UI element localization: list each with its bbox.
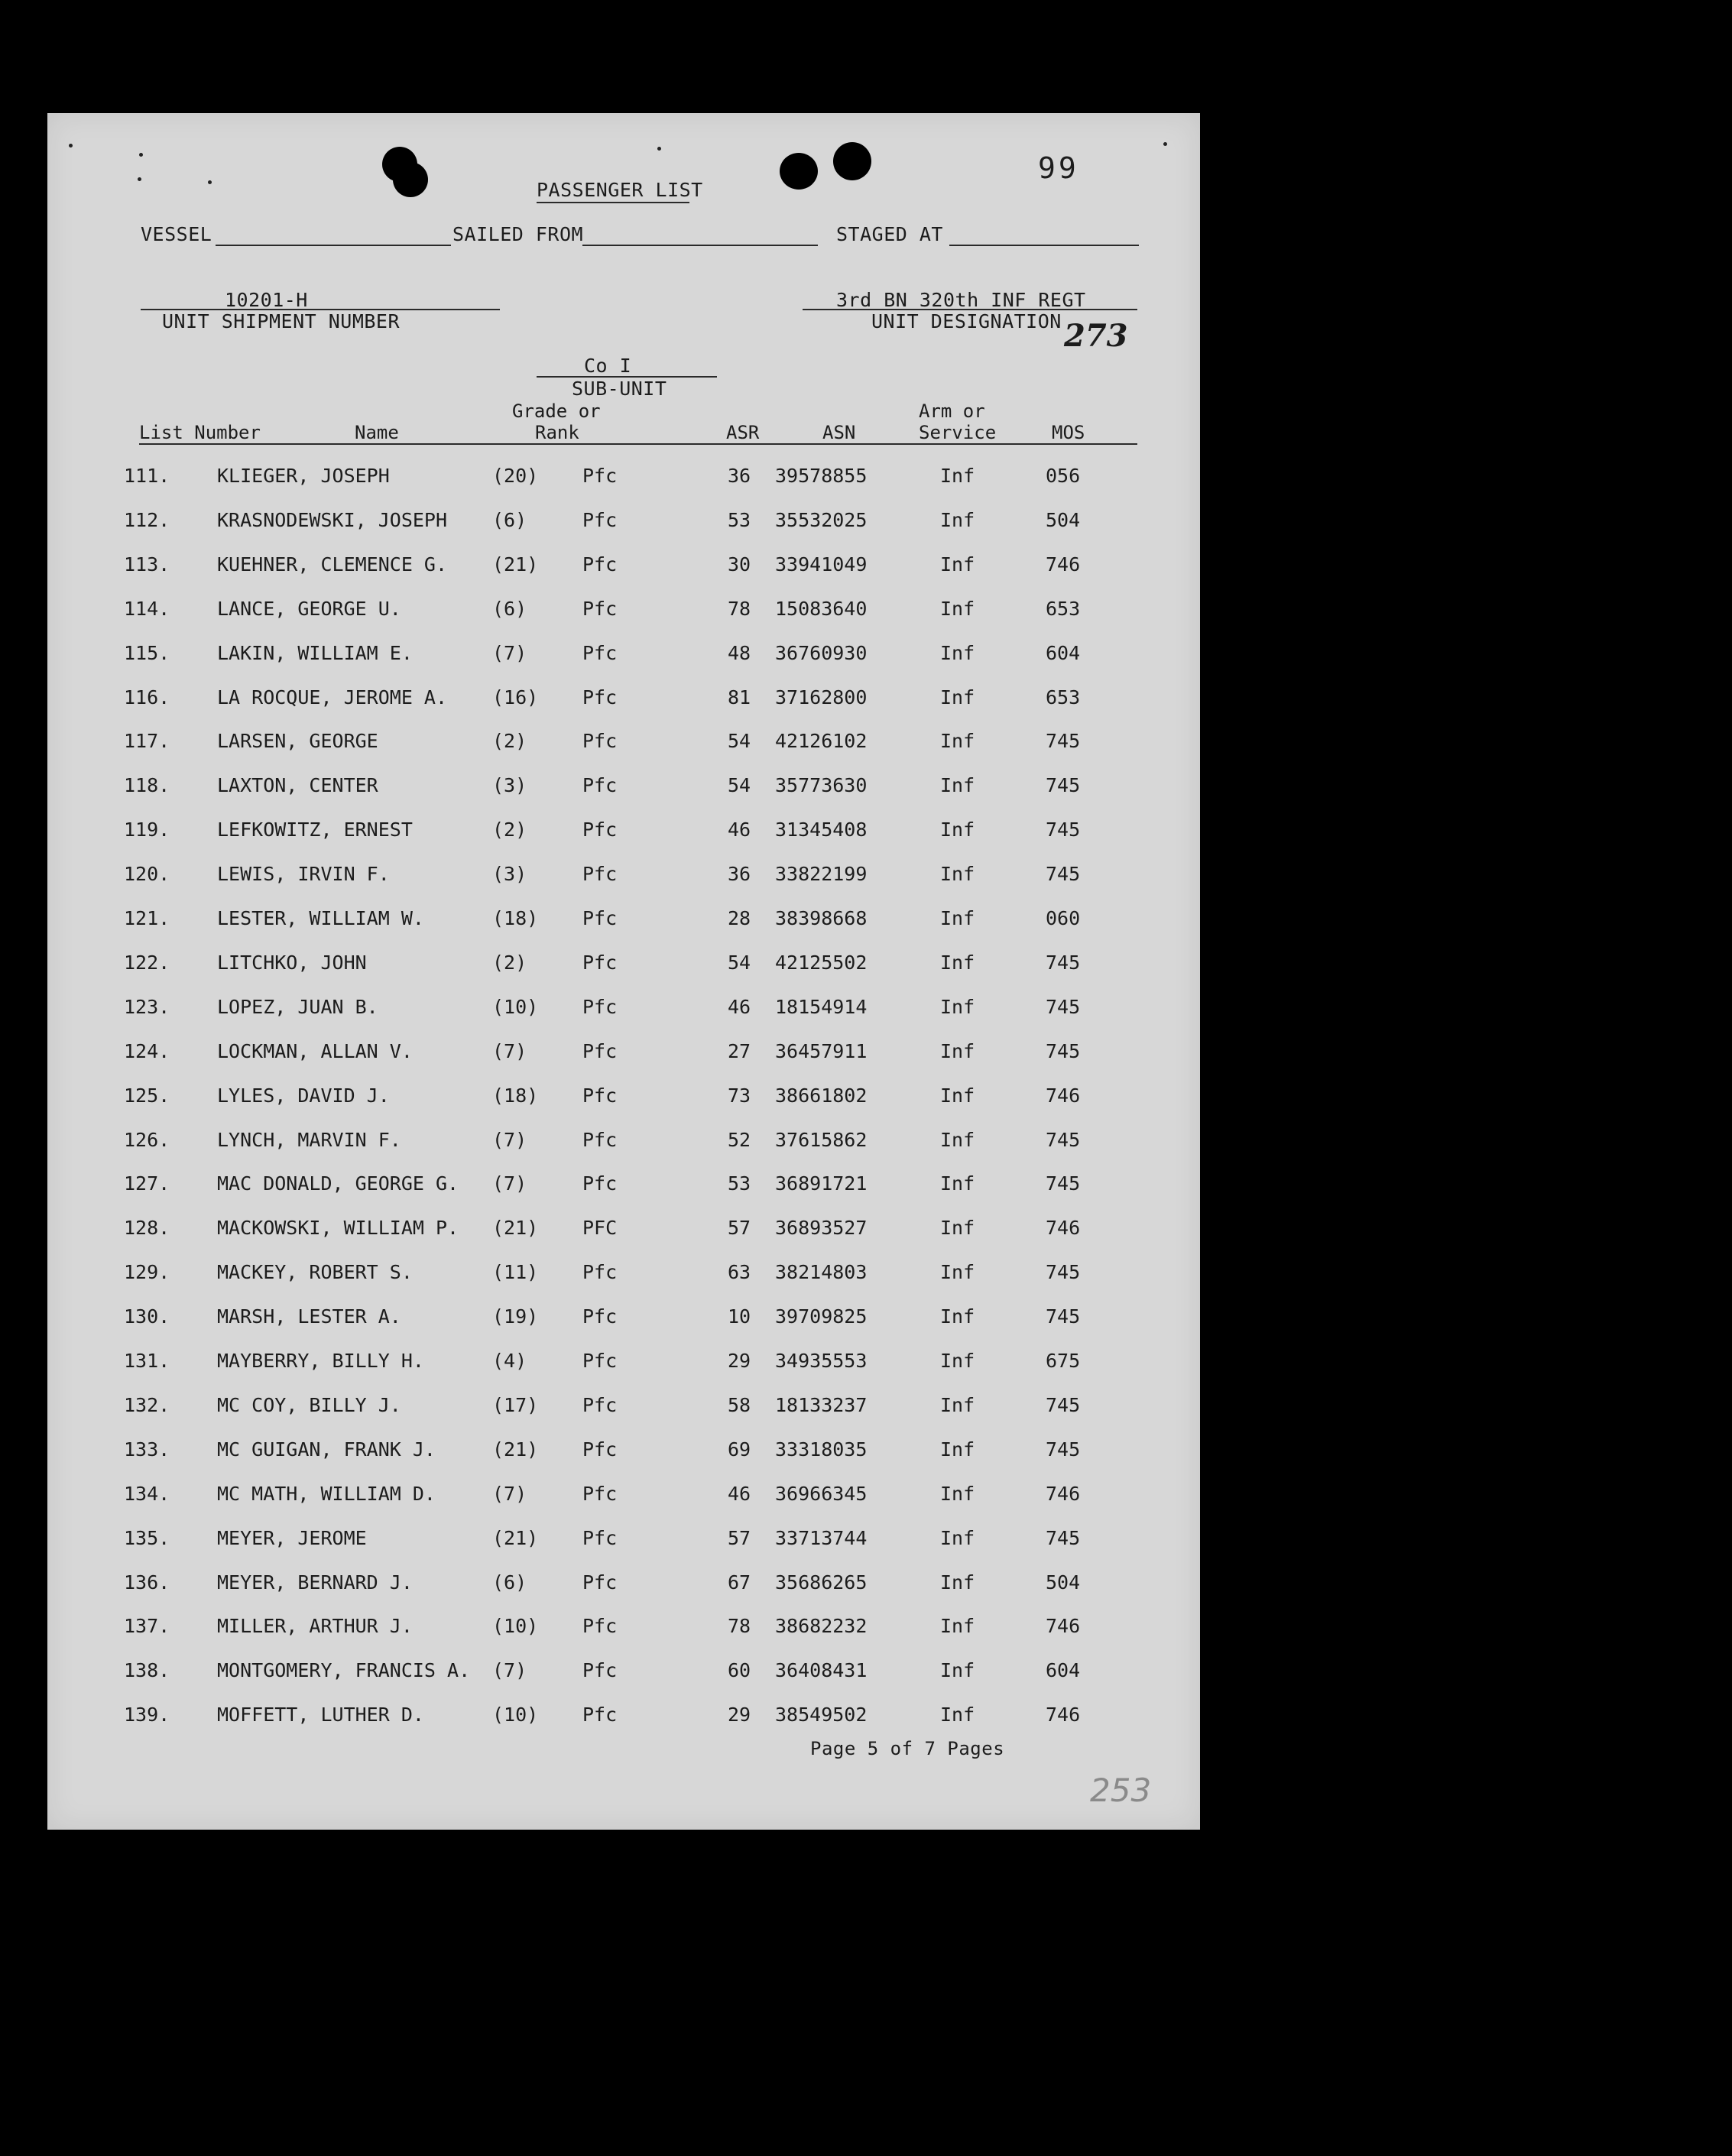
rank: PFC (582, 1217, 618, 1240)
list-number: 136. (124, 1571, 170, 1593)
asr: 73 (728, 1084, 751, 1107)
rank: Pfc (582, 1704, 618, 1726)
asr: 36 (728, 863, 751, 886)
rank: Pfc (582, 995, 618, 1018)
passenger-name: MAC DONALD, GEORGE G. (217, 1172, 459, 1195)
asr: 36 (728, 465, 751, 487)
sailed-from-blank (582, 245, 818, 246)
mos: 745 (1046, 1438, 1081, 1461)
table-row (47, 1217, 1200, 1247)
passenger-name: MOFFETT, LUTHER D. (217, 1704, 424, 1726)
list-number: 120. (124, 863, 170, 886)
sailed-from-label: SAILED FROM (452, 223, 584, 245)
rank: Pfc (582, 1261, 618, 1284)
passenger-name: MAYBERRY, BILLY H. (217, 1350, 424, 1372)
list-number: 137. (124, 1615, 170, 1638)
passenger-name: MEYER, BERNARD J. (217, 1571, 413, 1593)
header-grade-top: Grade or (512, 400, 601, 422)
rank: Pfc (582, 1128, 618, 1151)
speck (139, 153, 143, 157)
arm-or-service: Inf (940, 951, 975, 974)
asn: 15083640 (775, 597, 868, 620)
asr: 81 (728, 686, 751, 708)
header-arm-top: Arm or (919, 400, 985, 422)
asn: 37615862 (775, 1128, 868, 1151)
list-number: 130. (124, 1305, 170, 1328)
asr: 78 (728, 1615, 751, 1638)
mos: 604 (1046, 1659, 1081, 1682)
passenger-name: MACKOWSKI, WILLIAM P. (217, 1217, 459, 1240)
asr: 46 (728, 1482, 751, 1505)
asn: 36760930 (775, 641, 868, 664)
arm-or-service: Inf (940, 1084, 975, 1107)
mos: 745 (1046, 1526, 1081, 1549)
vessel-blank (216, 245, 451, 246)
asn: 33713744 (775, 1526, 868, 1549)
arm-or-service: Inf (940, 686, 975, 708)
table-row (47, 1172, 1200, 1203)
asr: 10 (728, 1305, 751, 1328)
list-number: 115. (124, 641, 170, 664)
asn: 38661802 (775, 1084, 868, 1107)
passenger-name: LEFKOWITZ, ERNEST (217, 819, 413, 841)
table-row (47, 1483, 1200, 1513)
list-number: 129. (124, 1261, 170, 1284)
grade: (21) (492, 553, 539, 575)
asn: 33318035 (775, 1438, 868, 1461)
list-number: 131. (124, 1350, 170, 1372)
asn: 38549502 (775, 1704, 868, 1726)
passenger-name: LOPEZ, JUAN B. (217, 995, 378, 1018)
passenger-name: MARSH, LESTER A. (217, 1305, 401, 1328)
title-underline (537, 202, 689, 203)
mos: 745 (1046, 863, 1081, 886)
passenger-name: LYLES, DAVID J. (217, 1084, 390, 1107)
mos: 746 (1046, 553, 1081, 575)
asr: 30 (728, 553, 751, 575)
table-row (47, 730, 1200, 760)
table-row (47, 1084, 1200, 1115)
table-row (47, 996, 1200, 1026)
mos: 675 (1046, 1350, 1081, 1372)
grade: (21) (492, 1438, 539, 1461)
rank: Pfc (582, 553, 618, 575)
grade: (16) (492, 686, 539, 708)
sub-unit: Co I (584, 355, 632, 377)
grade: (6) (492, 597, 527, 620)
asn: 35686265 (775, 1571, 868, 1593)
table-row (47, 1615, 1200, 1645)
unit-designation-label: UNIT DESIGNATION (871, 310, 1062, 332)
passenger-name: MEYER, JEROME (217, 1526, 367, 1549)
rank: Pfc (582, 597, 618, 620)
asr: 63 (728, 1261, 751, 1284)
asr: 57 (728, 1526, 751, 1549)
list-number: 125. (124, 1084, 170, 1107)
table-row (47, 1659, 1200, 1690)
grade: (10) (492, 1615, 539, 1638)
arm-or-service: Inf (940, 1039, 975, 1062)
list-number: 128. (124, 1217, 170, 1240)
asr: 29 (728, 1350, 751, 1372)
asn: 35773630 (775, 774, 868, 797)
table-row (47, 1040, 1200, 1071)
table-row (47, 1350, 1200, 1380)
mos: 056 (1046, 465, 1081, 487)
list-number: 139. (124, 1704, 170, 1726)
list-number: 133. (124, 1438, 170, 1461)
mos: 504 (1046, 1571, 1081, 1593)
grade: (7) (492, 1039, 527, 1062)
rank: Pfc (582, 907, 618, 929)
passenger-name: MC GUIGAN, FRANK J. (217, 1438, 436, 1461)
list-number: 138. (124, 1659, 170, 1682)
passenger-name: MILLER, ARTHUR J. (217, 1615, 413, 1638)
rank: Pfc (582, 1084, 618, 1107)
table-row (47, 509, 1200, 540)
mos: 745 (1046, 1305, 1081, 1328)
rank: Pfc (582, 1438, 618, 1461)
asr: 69 (728, 1438, 751, 1461)
arm-or-service: Inf (940, 1526, 975, 1549)
grade: (10) (492, 995, 539, 1018)
list-number: 118. (124, 774, 170, 797)
passenger-name: MC COY, BILLY J. (217, 1393, 401, 1416)
unit-shipment-number: 10201-H (225, 289, 308, 311)
arm-or-service: Inf (940, 995, 975, 1018)
mos: 746 (1046, 1084, 1081, 1107)
speck (69, 144, 73, 148)
mos: 653 (1046, 686, 1081, 708)
arm-or-service: Inf (940, 1659, 975, 1682)
rank: Pfc (582, 508, 618, 531)
passenger-name: LAXTON, CENTER (217, 774, 378, 797)
list-number: 126. (124, 1128, 170, 1151)
grade: (21) (492, 1217, 539, 1240)
rank: Pfc (582, 641, 618, 664)
asr: 48 (728, 641, 751, 664)
asr: 29 (728, 1704, 751, 1726)
passenger-name: LITCHKO, JOHN (217, 951, 367, 974)
punch-hole-left-2 (393, 162, 428, 197)
grade: (6) (492, 1571, 527, 1593)
grade: (19) (492, 1305, 539, 1328)
passenger-name: LOCKMAN, ALLAN V. (217, 1039, 413, 1062)
asn: 33822199 (775, 863, 868, 886)
speck (657, 147, 661, 151)
list-number: 113. (124, 553, 170, 575)
asn: 42126102 (775, 730, 868, 753)
asr: 58 (728, 1393, 751, 1416)
asn: 36891721 (775, 1172, 868, 1195)
passenger-name: LARSEN, GEORGE (217, 730, 378, 753)
table-row (47, 863, 1200, 893)
mos: 745 (1046, 1393, 1081, 1416)
mos: 745 (1046, 730, 1081, 753)
grade: (3) (492, 863, 527, 886)
arm-or-service: Inf (940, 730, 975, 753)
asn: 39709825 (775, 1305, 868, 1328)
grade: (4) (492, 1350, 527, 1372)
speck (1163, 142, 1167, 146)
unit-shipment-number-label: UNIT SHIPMENT NUMBER (162, 310, 401, 332)
list-number: 124. (124, 1039, 170, 1062)
table-row (47, 598, 1200, 628)
pencil-page-number: 253 (1090, 1772, 1152, 1809)
rank: Pfc (582, 863, 618, 886)
asn: 36893527 (775, 1217, 868, 1240)
arm-or-service: Inf (940, 1305, 975, 1328)
asr: 54 (728, 774, 751, 797)
mos: 745 (1046, 819, 1081, 841)
rank: Pfc (582, 1482, 618, 1505)
arm-or-service: Inf (940, 1571, 975, 1593)
header-name: Name (355, 422, 399, 443)
speck (208, 180, 212, 184)
grade: (7) (492, 1128, 527, 1151)
list-number: 123. (124, 995, 170, 1018)
arm-or-service: Inf (940, 465, 975, 487)
asn: 34935553 (775, 1350, 868, 1372)
table-row (47, 952, 1200, 982)
mos: 060 (1046, 907, 1081, 929)
passenger-name: LAKIN, WILLIAM E. (217, 641, 413, 664)
arm-or-service: Inf (940, 508, 975, 531)
passenger-name: MACKEY, ROBERT S. (217, 1261, 413, 1284)
mos: 746 (1046, 1615, 1081, 1638)
passenger-name: LYNCH, MARVIN F. (217, 1128, 401, 1151)
grade: (2) (492, 951, 527, 974)
mos: 746 (1046, 1217, 1081, 1240)
list-number: 134. (124, 1482, 170, 1505)
mos: 745 (1046, 1172, 1081, 1195)
grade: (2) (492, 730, 527, 753)
arm-or-service: Inf (940, 863, 975, 886)
arm-or-service: Inf (940, 1393, 975, 1416)
table-row (47, 465, 1200, 495)
unit-designation: 3rd BN 320th INF REGT (836, 289, 1086, 311)
asn: 33941049 (775, 553, 868, 575)
asn: 36408431 (775, 1659, 868, 1682)
table-row (47, 1305, 1200, 1336)
mos: 746 (1046, 1704, 1081, 1726)
table-row (47, 1571, 1200, 1602)
arm-or-service: Inf (940, 1704, 975, 1726)
grade: (18) (492, 907, 539, 929)
asr: 60 (728, 1659, 751, 1682)
table-row (47, 1129, 1200, 1159)
rank: Pfc (582, 1659, 618, 1682)
table-row (47, 1704, 1200, 1734)
passenger-name: MONTGOMERY, FRANCIS A. (217, 1659, 471, 1682)
arm-or-service: Inf (940, 1350, 975, 1372)
list-number: 135. (124, 1526, 170, 1549)
passenger-name: LEWIS, IRVIN F. (217, 863, 390, 886)
table-row (47, 553, 1200, 584)
list-number: 114. (124, 597, 170, 620)
passenger-name: MC MATH, WILLIAM D. (217, 1482, 436, 1505)
grade: (7) (492, 1659, 527, 1682)
rank: Pfc (582, 730, 618, 753)
table-row (47, 819, 1200, 849)
rank: Pfc (582, 951, 618, 974)
document-page (47, 113, 1200, 1830)
page-footer: Page 5 of 7 Pages (810, 1738, 1005, 1759)
asr: 27 (728, 1039, 751, 1062)
arm-or-service: Inf (940, 907, 975, 929)
grade: (2) (492, 819, 527, 841)
asr: 54 (728, 951, 751, 974)
rank: Pfc (582, 1039, 618, 1062)
mos: 604 (1046, 641, 1081, 664)
table-row (47, 907, 1200, 938)
asn: 38682232 (775, 1615, 868, 1638)
mos: 745 (1046, 1039, 1081, 1062)
passenger-name: KLIEGER, JOSEPH (217, 465, 390, 487)
table-row (47, 1261, 1200, 1292)
asr: 52 (728, 1128, 751, 1151)
header-grade-bottom: Rank (535, 422, 579, 443)
asr: 53 (728, 508, 751, 531)
list-number: 132. (124, 1393, 170, 1416)
list-number: 117. (124, 730, 170, 753)
list-number: 116. (124, 686, 170, 708)
asr: 28 (728, 907, 751, 929)
passenger-name: LANCE, GEORGE U. (217, 597, 401, 620)
header-mos: MOS (1052, 422, 1085, 443)
asn: 37162800 (775, 686, 868, 708)
list-number: 127. (124, 1172, 170, 1195)
grade: (7) (492, 641, 527, 664)
punch-hole-right-2 (833, 142, 871, 180)
punch-hole-right-1 (780, 153, 818, 190)
header-underline (139, 443, 1137, 445)
arm-or-service: Inf (940, 819, 975, 841)
passenger-name: LA ROCQUE, JEROME A. (217, 686, 448, 708)
asr: 54 (728, 730, 751, 753)
passenger-name: KRASNODEWSKI, JOSEPH (217, 508, 448, 531)
asr: 53 (728, 1172, 751, 1195)
document-title: PASSENGER LIST (537, 179, 703, 201)
rank: Pfc (582, 1571, 618, 1593)
vessel-label: VESSEL (141, 223, 212, 245)
page-number: 99 (1038, 151, 1079, 185)
mos: 653 (1046, 597, 1081, 620)
list-number: 112. (124, 508, 170, 531)
table-row (47, 642, 1200, 673)
asn: 38398668 (775, 907, 868, 929)
mos: 745 (1046, 1261, 1081, 1284)
arm-or-service: Inf (940, 1438, 975, 1461)
arm-or-service: Inf (940, 1482, 975, 1505)
list-number: 119. (124, 819, 170, 841)
header-asn: ASN (822, 422, 856, 443)
header-arm-bottom: Service (919, 422, 997, 443)
rank: Pfc (582, 1350, 618, 1372)
grade: (10) (492, 1704, 539, 1726)
list-number: 122. (124, 951, 170, 974)
asn: 31345408 (775, 819, 868, 841)
asr: 67 (728, 1571, 751, 1593)
rank: Pfc (582, 1172, 618, 1195)
rank: Pfc (582, 686, 618, 708)
asn: 38214803 (775, 1261, 868, 1284)
passenger-name: LESTER, WILLIAM W. (217, 907, 424, 929)
arm-or-service: Inf (940, 641, 975, 664)
arm-or-service: Inf (940, 1615, 975, 1638)
rank: Pfc (582, 1526, 618, 1549)
stamp-number: 273 (1064, 318, 1128, 354)
grade: (18) (492, 1084, 539, 1107)
list-number: 111. (124, 465, 170, 487)
grade: (17) (492, 1393, 539, 1416)
rank: Pfc (582, 1305, 618, 1328)
mos: 504 (1046, 508, 1081, 531)
table-row (47, 774, 1200, 805)
grade: (7) (492, 1172, 527, 1195)
asr: 46 (728, 819, 751, 841)
rank: Pfc (582, 465, 618, 487)
mos: 745 (1046, 995, 1081, 1018)
asr: 46 (728, 995, 751, 1018)
mos: 746 (1046, 1482, 1081, 1505)
passenger-name: KUEHNER, CLEMENCE G. (217, 553, 448, 575)
arm-or-service: Inf (940, 597, 975, 620)
arm-or-service: Inf (940, 774, 975, 797)
staged-at-blank (949, 245, 1139, 246)
grade: (11) (492, 1261, 539, 1284)
arm-or-service: Inf (940, 1128, 975, 1151)
staged-at-label: STAGED AT (836, 223, 943, 245)
mos: 745 (1046, 951, 1081, 974)
rank: Pfc (582, 774, 618, 797)
arm-or-service: Inf (940, 1217, 975, 1240)
header-asr: ASR (726, 422, 760, 443)
grade: (20) (492, 465, 539, 487)
asn: 36966345 (775, 1482, 868, 1505)
asr: 78 (728, 597, 751, 620)
rank: Pfc (582, 1615, 618, 1638)
asn: 39578855 (775, 465, 868, 487)
asn: 42125502 (775, 951, 868, 974)
rank: Pfc (582, 819, 618, 841)
header-list-number: List Number (139, 422, 261, 443)
table-row (47, 1438, 1200, 1469)
table-row (47, 686, 1200, 717)
grade: (3) (492, 774, 527, 797)
asn: 35532025 (775, 508, 868, 531)
arm-or-service: Inf (940, 553, 975, 575)
asn: 36457911 (775, 1039, 868, 1062)
sub-unit-label: SUB-UNIT (572, 378, 667, 400)
asr: 57 (728, 1217, 751, 1240)
asn: 18154914 (775, 995, 868, 1018)
arm-or-service: Inf (940, 1261, 975, 1284)
rank: Pfc (582, 1393, 618, 1416)
mos: 745 (1046, 1128, 1081, 1151)
speck (138, 177, 141, 181)
grade: (7) (492, 1482, 527, 1505)
table-row (47, 1394, 1200, 1425)
arm-or-service: Inf (940, 1172, 975, 1195)
mos: 745 (1046, 774, 1081, 797)
list-number: 121. (124, 907, 170, 929)
grade: (21) (492, 1526, 539, 1549)
asn: 18133237 (775, 1393, 868, 1416)
grade: (6) (492, 508, 527, 531)
table-row (47, 1527, 1200, 1558)
